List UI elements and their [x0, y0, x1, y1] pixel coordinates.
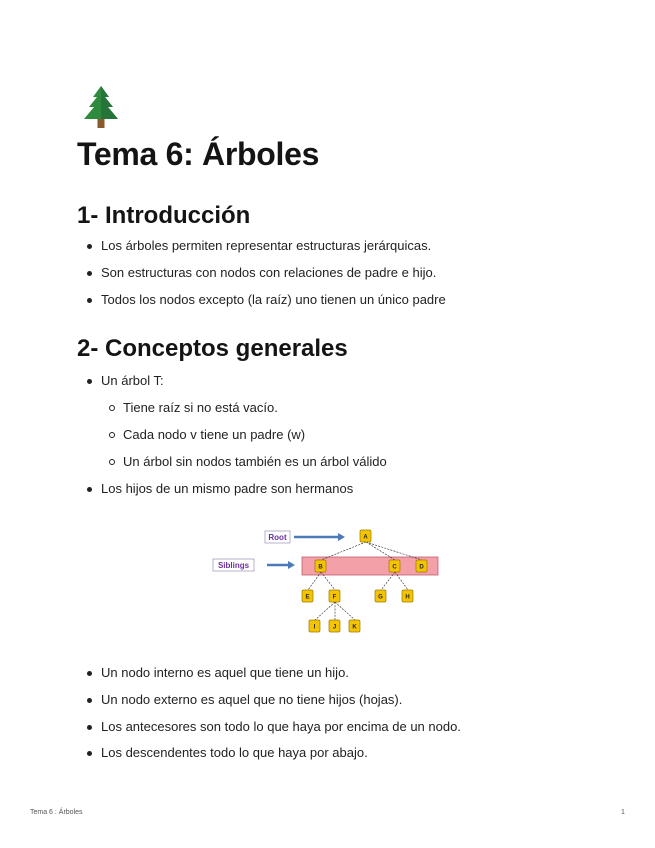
- tree-node-label: H: [405, 594, 410, 601]
- bullet: [87, 379, 92, 384]
- bullet: [87, 725, 92, 730]
- tree-node-label: B: [318, 564, 323, 571]
- sub-bullet: [109, 405, 115, 411]
- sub-bullet: [109, 432, 115, 438]
- tree-node-label: I: [313, 624, 316, 631]
- sub-bullet: [109, 459, 115, 465]
- sub-list-item: Tiene raíz si no está vacío.: [123, 400, 278, 416]
- siblings-arrow-head: [288, 561, 295, 569]
- bullet: [87, 271, 92, 276]
- list-item: Los descendentes todo lo que haya por abajo.: [101, 745, 368, 761]
- tree-node-label: G: [378, 594, 383, 601]
- list-item: Los hijos de un mismo padre son hermanos: [101, 481, 353, 497]
- list-item: Todos los nodos excepto (la raíz) uno tienen un único padre: [101, 292, 446, 308]
- list-item: Un nodo externo es aquel que no tiene hijos (hojas).: [101, 692, 402, 708]
- evergreen-tree-icon: [78, 84, 124, 130]
- tree-node-label: D: [419, 564, 424, 571]
- tree-edges: [308, 542, 422, 620]
- page-number: 1: [621, 809, 625, 816]
- list-item: Los árboles permiten representar estructuras jerárquicas.: [101, 238, 431, 254]
- bullet: [87, 671, 92, 676]
- section-heading-conceptos: 2- Conceptos generales: [77, 335, 348, 362]
- sub-list-item: Un árbol sin nodos también es un árbol válido: [123, 454, 387, 470]
- sub-list-item: Cada nodo v tiene un padre (w): [123, 427, 305, 443]
- bullet: [87, 751, 92, 756]
- tree-node-label: K: [352, 624, 357, 631]
- bullet: [87, 487, 92, 492]
- bullet: [87, 244, 92, 249]
- tree-node-label: F: [332, 594, 337, 601]
- tree-node-label: E: [305, 594, 310, 601]
- root-arrow-head: [338, 533, 345, 541]
- bullet: [87, 298, 92, 303]
- tree-node-label: J: [332, 624, 337, 631]
- siblings-label: Siblings: [217, 561, 250, 570]
- list-item: Son estructuras con nodos con relaciones de padre e hijo.: [101, 265, 436, 281]
- section-heading-introduccion: 1- Introducción: [77, 202, 251, 229]
- tree-diagram: [210, 524, 446, 636]
- tree-node-label: C: [392, 564, 397, 571]
- tree-node-label: A: [363, 534, 368, 541]
- page-title: Tema 6: Árboles: [77, 136, 320, 172]
- root-label: Root: [268, 533, 287, 542]
- footer-title: Tema 6 : Árboles: [30, 809, 83, 816]
- list-item: Un nodo interno es aquel que tiene un hijo.: [101, 665, 349, 681]
- list-item: Un árbol T:: [101, 373, 164, 389]
- bullet: [87, 698, 92, 703]
- list-item: Los antecesores son todo lo que haya por encima de un nodo.: [101, 719, 461, 735]
